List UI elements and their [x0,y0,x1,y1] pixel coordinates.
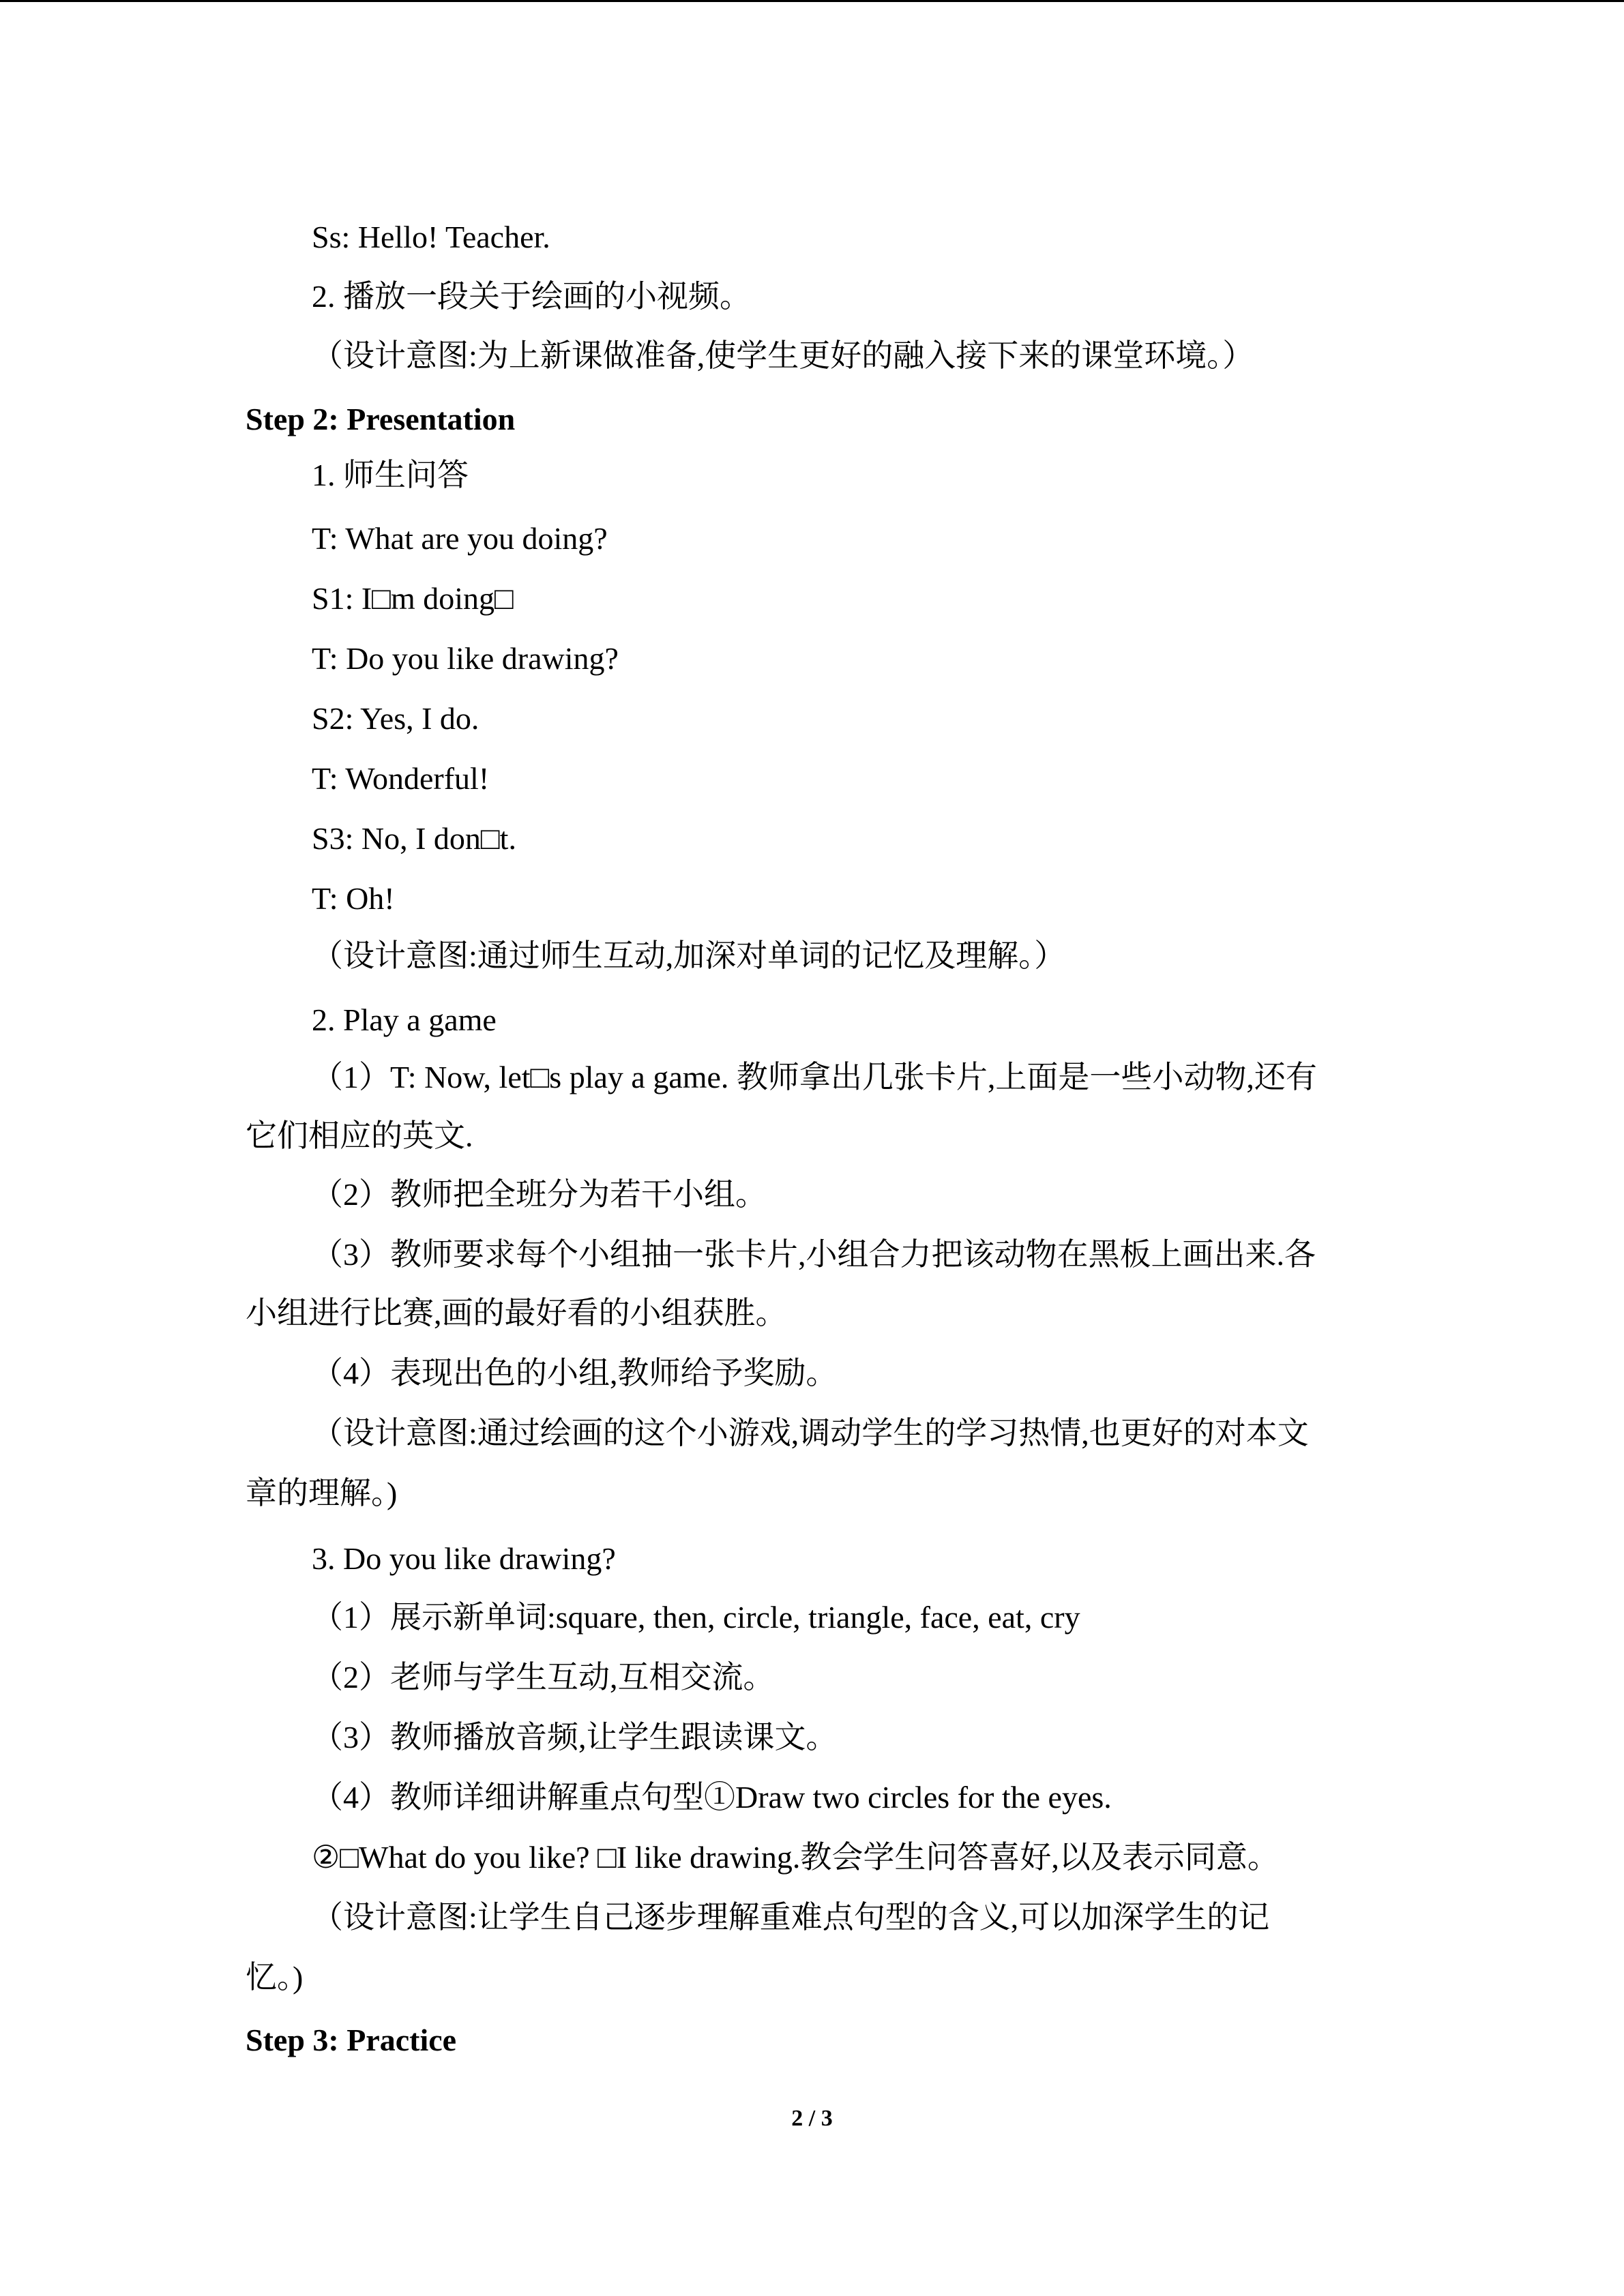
step-item: 2. 播放一段关于绘画的小视频。 [312,279,751,314]
paragraph-line: （3）教师播放音频,让学生跟读课文。 [312,1720,838,1755]
section-heading-presentation: Step 2: Presentation [246,402,516,436]
paragraph-line: （4）表现出色的小组,教师给予奖励。 [312,1356,838,1390]
paragraph-line: （3）教师要求每个小组抽一张卡片,小组合力把该动物在黑板上画出来.各 [312,1237,1316,1272]
paragraph-line: 它们相应的英文. [246,1118,473,1153]
paragraph-line: （2）教师把全班分为若干小组。 [312,1177,767,1212]
dialogue-line: S2: Yes, I do. [312,701,479,736]
dialogue-line: T: What are you doing? [312,521,608,556]
dialogue-line: S1: I□m doing□ [312,581,514,616]
design-intent-note: 章的理解。) [246,1476,398,1510]
paragraph-line: （4）教师详细讲解重点句型①Draw two circles for the eyes. [312,1780,1112,1815]
design-intent-note: （设计意图:通过绘画的这个小游戏,调动学生的学习热情,也更好的对本文 [312,1416,1309,1450]
paragraph-line: ②□What do you like? □I like drawing.教会学生问答喜好,以及表示同意。 [312,1840,1279,1875]
dialogue-line: S3: No, I don□t. [312,821,516,856]
paragraph-line: （2）老师与学生互动,互相交流。 [312,1660,775,1695]
section-heading-practice: Step 3: Practice [246,2023,457,2057]
dialogue-line: T: Wonderful! [312,761,490,796]
design-intent-note: 忆。) [246,1960,304,1995]
dialogue-line: T: Do you like drawing? [312,641,619,676]
design-intent-note: （设计意图:让学生自己逐步理解重难点句型的含义,可以加深学生的记 [312,1900,1270,1935]
dialogue-line: T: Oh! [312,881,395,916]
dialogue-line: Ss: Hello! Teacher. [312,220,550,254]
step-item: 1. 师生问答 [312,458,469,492]
paragraph-line: 小组进行比赛,画的最好看的小组获胜。 [246,1296,787,1330]
design-intent-note: （设计意图:为上新课做准备,使学生更好的融入接下来的课堂环境。） [312,338,1254,373]
step-item: 2. Play a game [312,1002,497,1037]
design-intent-note: （设计意图:通过师生互动,加深对单词的记忆及理解。） [312,938,1066,973]
paragraph-line: （1）展示新单词:square, then, circle, triangle, face, eat, cry [312,1600,1080,1635]
paragraph-line: （1）T: Now, let□s play a game. 教师拿出几张卡片,上面是一些小动物,还有 [312,1060,1317,1094]
page-number: 2 / 3 [791,2106,833,2131]
step-item: 3. Do you like drawing? [312,1541,616,1576]
